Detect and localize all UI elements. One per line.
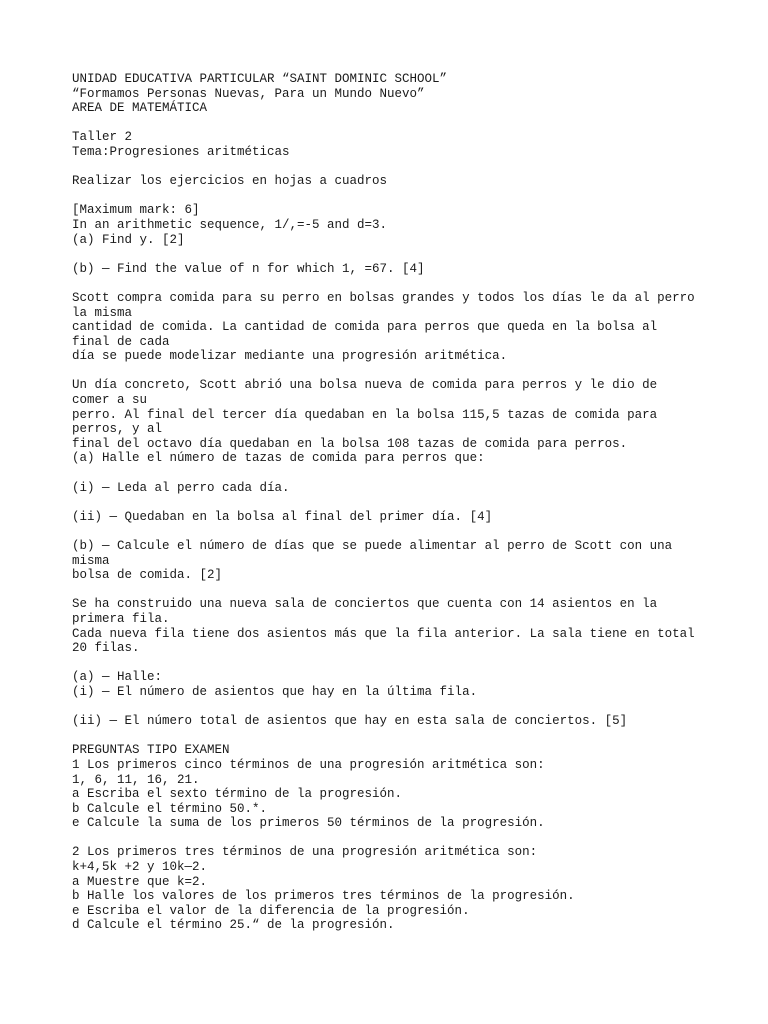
problem1-part-a: (a) Find y. [2]: [72, 232, 185, 247]
exam-q2-line: a Muestre que k=2.: [72, 874, 208, 889]
problem2-part-a-ii-block: [72, 510, 712, 525]
problem3-intro-line: 20 filas.: [72, 641, 140, 656]
problem2-intro-line: cantidad de comida. La cantidad de comida para perros que queda en la bolsa al: [72, 320, 658, 335]
exam-q2-line: e Escriba el valor de la diferencia de la progresión.: [72, 903, 470, 918]
school-header: [72, 72, 712, 116]
problem2-context-line: comer a su: [72, 393, 148, 408]
problem2-part-b-line: misma: [72, 553, 110, 568]
problem3-part-a-ii-block: [72, 714, 712, 729]
exam-q2-line: d Calcule el término 25.“ de la progresión.: [72, 918, 395, 933]
problem2-intro-line: la misma: [72, 305, 133, 320]
workshop-info: [72, 130, 712, 159]
document-page: [72, 72, 712, 948]
workshop-topic: Tema:Progresiones aritméticas: [72, 144, 290, 159]
problem2-part-b-block: [72, 539, 712, 583]
problem2-intro-line: día se puede modelizar mediante una progresión aritmética.: [72, 349, 508, 364]
problem3-part-a-line: (i) — El número de asientos que hay en la última fila.: [72, 684, 478, 699]
school-name: UNIDAD EDUCATIVA PARTICULAR “SAINT DOMINIC SCHOOL”: [72, 72, 448, 86]
subject-area: AREA DE MATEMÁTICA: [72, 101, 208, 116]
problem3-part-a-ii: (ii) — El número total de asientos que hay en esta sala de conciertos. [5]: [72, 714, 628, 729]
exam-q1-line: a Escriba el sexto término de la progresión.: [72, 787, 403, 802]
problem2-part-a-ii: (ii) — Quedaban en la bolsa al final del primer día. [4]: [72, 509, 493, 524]
exam-q1-line: e Calcule la suma de los primeros 50 términos de la progresión.: [72, 816, 545, 831]
problem2-part-a-i: (i) — Leda al perro cada día.: [72, 480, 290, 495]
problem3-part-a-block: [72, 670, 712, 699]
problem1-part-b-block: [72, 262, 712, 277]
problem2-part-b-line: (b) — Calcule el número de días que se puede alimentar al perro de Scott con una: [72, 539, 673, 553]
exam-q1-line: b Calcule el término 50.*.: [72, 801, 268, 816]
problem2-part-b-line: bolsa de comida. [2]: [72, 568, 223, 583]
problem2-context: [72, 378, 712, 466]
problem2-intro-line: Scott compra comida para su perro en bolsas grandes y todos los días le da al perro: [72, 290, 695, 305]
problem2-context-line: final del octavo día quedaban en la bolsa 108 tazas de comida para perros.: [72, 436, 628, 451]
school-motto: “Formamos Personas Nuevas, Para un Mundo Nuevo”: [72, 86, 425, 101]
problem2-context-line: Un día concreto, Scott abrió una bolsa nueva de comida para perros y le dio de: [72, 378, 658, 393]
problem1-statement: In an arithmetic sequence, 1/,=-5 and d=3.: [72, 217, 388, 232]
exam-q1-line: 1, 6, 11, 16, 21.: [72, 772, 200, 787]
exam-question-2: [72, 845, 712, 933]
problem2-context-line: perro. Al final del tercer día quedaban en la bolsa 115,5 tazas de comida para: [72, 407, 658, 422]
problem3-intro-line: Se ha construido una nueva sala de conciertos que cuenta con 14 asientos en la: [72, 597, 658, 612]
problem1-part-b: (b) — Find the value of n for which 1, =67. [4]: [72, 261, 425, 276]
problem3-part-a-line: (a) — Halle:: [72, 670, 163, 685]
problem2-context-line: (a) Halle el número de tazas de comida para perros que:: [72, 451, 485, 466]
exam-q2-line: b Halle los valores de los primeros tres términos de la progresión.: [72, 889, 575, 904]
exam-q2-line: k+4,5k +2 y 10k—2.: [72, 860, 208, 875]
problem3-intro-line: primera fila.: [72, 611, 170, 626]
exam-heading: PREGUNTAS TIPO EXAMEN: [72, 743, 230, 758]
exam-question-1: [72, 743, 712, 831]
exam-q1-line: 1 Los primeros cinco términos de una progresión aritmética son:: [72, 757, 545, 772]
problem3-intro: [72, 597, 712, 655]
workshop-title: Taller 2: [72, 130, 133, 145]
problem2-context-line: perros, y al: [72, 422, 163, 437]
problem2-intro-line: final de cada: [72, 334, 170, 349]
problem1-intro: [72, 203, 712, 247]
problem2-part-a-i-block: [72, 481, 712, 496]
exam-q2-line: 2 Los primeros tres términos de una progresión aritmética son:: [72, 845, 538, 860]
problem1-max-mark: [Maximum mark: 6]: [72, 203, 200, 218]
instruction-text: Realizar los ejercicios en hojas a cuadros: [72, 174, 388, 189]
problem3-intro-line: Cada nueva fila tiene dos asientos más que la fila anterior. La sala tiene en total: [72, 626, 695, 641]
instruction-block: [72, 174, 712, 189]
problem2-intro: [72, 291, 712, 364]
